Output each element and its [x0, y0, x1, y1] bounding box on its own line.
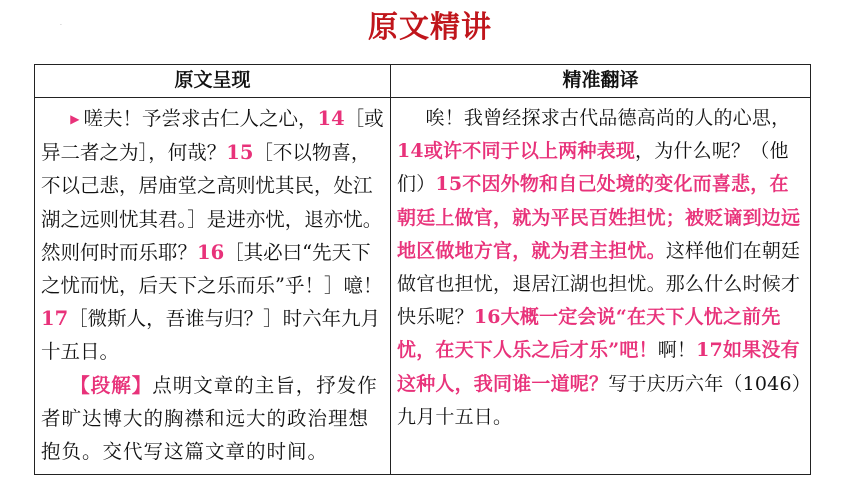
translation-t4: 啊！: [657, 339, 697, 362]
header-original: 原文呈现: [35, 65, 391, 98]
paragraph-explanation: [41, 369, 386, 469]
original-seg15: ［不以物喜，不以己悲，居庙堂之高则忧其民，处江湖之远则忧其君。］: [41, 141, 373, 231]
page-title: 原文精讲: [368, 10, 492, 45]
note-num-15: 15: [226, 141, 254, 165]
translation-paragraph: [397, 102, 806, 434]
original-seg17: ［微斯人，吾谁与归？］: [68, 307, 283, 331]
note-num-16: 16: [197, 240, 225, 264]
translation-t17: 17如果没有这种人，我同谁一道呢？: [397, 339, 800, 395]
translation-cell: [391, 98, 811, 475]
corner-mark: ·: [60, 22, 62, 29]
original-paragraph: [41, 102, 386, 369]
note-num-14: 14: [317, 107, 345, 130]
original-seg14: ［或异二者之为］: [41, 107, 384, 165]
original-seg3: 是进亦忧，退亦忧。然则何时而乐耶？: [41, 207, 383, 264]
translation-t15: 15不因外物和自己处境的变化而喜悲，在朝廷上做官，就为平民百姓担忧；被贬谪到边远地区做地方官，就为君主担忧。: [397, 173, 801, 262]
original-seg5: 时六年九月十五日。: [41, 307, 381, 364]
original-seg1: 嗟夫！予尝求古仁人之心，: [83, 107, 318, 130]
original-seg16: ［其必曰“先天下之忧而忧，后天下之乐而乐”乎！］: [41, 240, 371, 298]
original-cell: [35, 98, 391, 475]
translation-t1: 唉！我曾经探求古代品德高尚的人的心思，: [425, 107, 791, 129]
triangle-right-icon: ▶: [70, 112, 80, 126]
translation-t16: 16大概一定会说“在天下人忧之前先忧，在天下人乐之后才乐”吧！: [397, 306, 781, 362]
translation-t5: 写于庆历六年（1046）九月十五日。: [397, 372, 802, 428]
lesson-table: [34, 64, 811, 475]
original-seg4: 噫！: [343, 274, 383, 298]
translation-t14: 14或许不同于以上两种表现: [397, 140, 636, 163]
translation-t2: ，为什么呢？（他们）: [397, 140, 789, 196]
translation-t3: 这样他们在朝廷做官也担忧，退居江湖也担忧。那么什么时候才快乐呢？: [397, 239, 801, 329]
note-num-17: 17: [41, 307, 69, 331]
header-translation: 精准翻译: [391, 65, 811, 98]
original-seg2: ，何哉？: [148, 141, 227, 165]
table-row: [35, 98, 811, 475]
duan-label: 【段解】: [70, 373, 153, 397]
duan-text: 点明文章的主旨，抒发作者旷达博大的胸襟和远大的政治理想抱负。交代写这篇文章的时间。: [41, 373, 378, 464]
table-header-row: [35, 65, 811, 98]
